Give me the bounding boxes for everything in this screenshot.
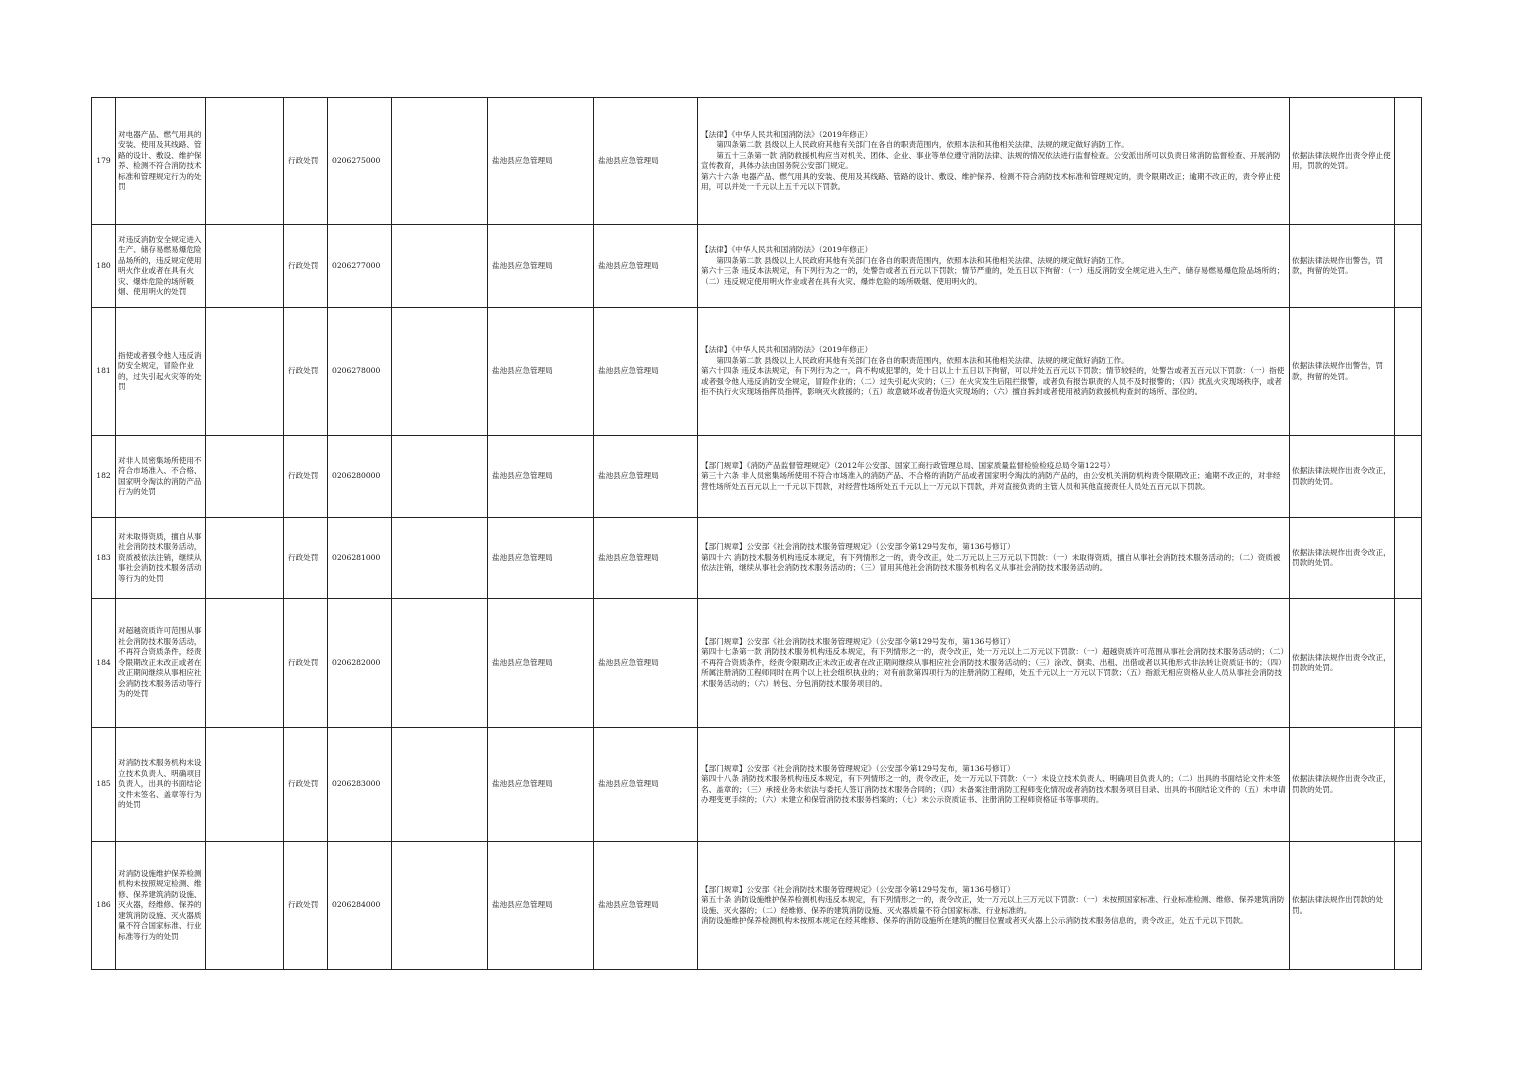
- item-name: 对超越资质许可范围从事社会消防技术服务活动，不再符合资质条件，经责令限期改正未改正或者在改正期间继续从事相应社会消防技术服务活动等行为的处罚: [116, 599, 206, 728]
- legal-basis: [698, 599, 1290, 728]
- remarks-cell: [1395, 518, 1422, 599]
- row-number: 185: [92, 728, 116, 842]
- item-type: 行政处罚: [284, 518, 328, 599]
- legal-basis-line: 第四条第二款 县级以上人民政府其他有关部门在各自的职责范围内，依照本法和其他相关法律、法规的规定做好消防工作。: [716, 255, 1129, 265]
- legal-basis-line: 第五十条 消防设施维护保养检测机构违反本规定，有下列情形之一的，责令改正，处一万元以上三万元以下罚款：（一）未按照国家标准、行业标准检测、维修、保养建筑消防设施、灭火器的；（二）经维修、保养的建筑消防设施、灭火器质量不符合国家标准、行业标准的。: [701, 895, 1285, 915]
- legal-basis-line: 【部门规章】公安部《社会消防技术服务管理规定》（公安部令第129号发布，第136号修订）: [701, 763, 1015, 773]
- legal-basis: [698, 728, 1290, 842]
- responsibility: 依据法律法规作出责令改正，罚款的处罚。: [1290, 518, 1395, 599]
- legal-basis-line: 第六十三条 违反本法规定，有下列行为之一的，处警告或者五百元以下罚款；情节严重的，处五日以下拘留：（一）违反消防安全规定进入生产、储存易燃易爆危险品场所的；（二）违反规定使用明火作业或者在具有火灾、爆炸危险的场所吸烟、使用明火的。: [701, 266, 1285, 286]
- table-row: [92, 728, 1422, 842]
- item-code: 0206284000: [328, 842, 392, 970]
- empty-cell: [206, 225, 284, 308]
- legal-basis-line: 【部门规章】公安部《社会消防技术服务管理规定》（公安部令第129号发布，第136号修订）: [701, 636, 1015, 646]
- responsibility: 依据法律法规作出警告，罚 款，拘留的处罚。: [1290, 225, 1395, 308]
- remarks-cell: [1395, 225, 1422, 308]
- row-number: 184: [92, 599, 116, 728]
- empty-cell: [392, 225, 488, 308]
- implementing-org: 盐池县应急管理局: [594, 308, 698, 436]
- remarks-cell: [1395, 842, 1422, 970]
- legal-basis-line: 【部门规章】公安部《社会消防技术服务管理规定》（公安部令第129号发布，第136号修订）: [701, 884, 1015, 894]
- row-number: 179: [92, 98, 116, 225]
- legal-basis-line: 第四条第二款 县级以上人民政府其他有关部门在各自的职责范围内，依照本法和其他相关法律、法规的规定做好消防工作。: [716, 140, 1129, 149]
- responsible-dept: 盐池县应急管理局: [488, 436, 594, 518]
- implementing-org: 盐池县应急管理局: [594, 728, 698, 842]
- legal-basis-line: 第三十六条 非人员密集场所使用不符合市场准入的消防产品、不合格的消防产品或者国家明令淘汰的消防产品的，由公安机关消防机构责令限期改正；逾期不改正的，对非经营性场所处五百元以上一千元以下罚款，对经营性场所处五千元以上一万元以下罚款，并对直接负责的主管人员和其他直接责任人员处五百元以下罚款。: [701, 471, 1281, 491]
- item-type: 行政处罚: [284, 599, 328, 728]
- responsibility: 依据法律法规作出责令改正，罚款的处罚。: [1290, 599, 1395, 728]
- item-type: 行政处罚: [284, 308, 328, 436]
- item-name: 对消防设施维护保养检测机构未按照规定检测、维修、保养建筑消防设施、灭火器，经维修、保养的建筑消防设施、灭火器质量不符合国家标准、行业标准等行为的处罚: [116, 842, 206, 970]
- item-type: 行政处罚: [284, 98, 328, 225]
- remarks-cell: [1395, 436, 1422, 518]
- responsibility: 依据法律法规作出责令改正，罚款的处罚。: [1290, 436, 1395, 518]
- implementing-org: 盐池县应急管理局: [594, 98, 698, 225]
- responsible-dept: 盐池县应急管理局: [488, 518, 594, 599]
- empty-cell: [206, 436, 284, 518]
- legal-basis: [698, 842, 1290, 970]
- empty-cell: [392, 98, 488, 225]
- table-row: [92, 98, 1422, 225]
- implementing-org: 盐池县应急管理局: [594, 518, 698, 599]
- legal-basis-line: 【法律】《中华人民共和国消防法》（2019年修正）: [701, 345, 873, 355]
- legal-basis-line: 第四十六 消防技术服务机构违反本规定，有下列情形之一的，责令改正，处二万元以上三万元以下罚款：（一）未取得资质，擅自从事社会消防技术服务活动的；（二）资质被依法注销，继续从事社会消防技术服务活动的；（三）冒用其他社会消防技术服务机构名义从事社会消防技术服务活动的。: [701, 552, 1281, 573]
- responsible-dept: 盐池县应急管理局: [488, 225, 594, 308]
- legal-basis-line: 【法律】《中华人民共和国消防法》（2019年修正）: [701, 129, 873, 139]
- empty-cell: [206, 308, 284, 436]
- item-name: 对违反消防安全规定进入生产、储存易燃易爆危险品场所的，违反规定使用明火作业或者在具有火灾、爆炸危险的场所吸烟、使用明火的处罚: [116, 225, 206, 308]
- responsibility: 依据法律法规作出责令停止使用，罚款的处罚。: [1290, 98, 1395, 225]
- implementing-org: 盐池县应急管理局: [594, 225, 698, 308]
- legal-basis-line: 第四条第二款 县级以上人民政府其他有关部门在各自的职责范围内，依照本法和其他相关法律、法规的规定做好消防工作。: [716, 355, 1129, 365]
- table-row: [92, 436, 1422, 518]
- item-code: 0206282000: [328, 599, 392, 728]
- item-name: 指使或者强令他人违反消防安全规定，冒险作业的，过失引起火灾等的处罚: [116, 308, 206, 436]
- item-type: 行政处罚: [284, 728, 328, 842]
- item-name: 对非人员密集场所使用不符合市场准入、不合格、国家明令淘汰的消防产品行为的处罚: [116, 436, 206, 518]
- table-row: [92, 842, 1422, 970]
- row-number: 183: [92, 518, 116, 599]
- empty-cell: [392, 436, 488, 518]
- row-number: 180: [92, 225, 116, 308]
- legal-basis-line: 第四十七条第一款 消防技术服务机构违反本规定，有下列情形之一的，责令改正，处一万元以上二万元以下罚款：（一）超越资质许可范围从事社会消防技术服务活动的；（二）不再符合资质条件，经责令限期改正未改正或者在改正期间继续从事相应社会消防技术服务活动的；（三）涂改、倒卖、出租、出借或者以其他形式非法转让资质证书的；（四）所属注册消防工程师同时在两个以上社会组织执业的；对有前款第四项行为的注册消防工程师，处五千元以上一万元以下罚款；（五）指派无相应资格从业人员从事社会消防技术服务活动的；（六）转包、分包消防技术服务项目的。: [701, 647, 1286, 688]
- responsibility: 依据法律法规作出罚款的处罚。: [1290, 842, 1395, 970]
- legal-basis-line: 【部门规章】公安部《社会消防技术服务管理规定》（公安部令第129号发布，第136号修订）: [701, 542, 1015, 552]
- responsibility: 依据法律法规作出警告，罚 款，拘留的处罚。: [1290, 308, 1395, 436]
- empty-cell: [206, 842, 284, 970]
- empty-cell: [392, 518, 488, 599]
- legal-basis: [698, 225, 1290, 308]
- legal-basis: [698, 436, 1290, 518]
- item-code: 0206283000: [328, 728, 392, 842]
- remarks-cell: [1395, 599, 1422, 728]
- table-row: [92, 225, 1422, 308]
- empty-cell: [392, 599, 488, 728]
- responsibility: 依据法律法规作出责令改正，罚款的处罚。: [1290, 728, 1395, 842]
- empty-cell: [206, 518, 284, 599]
- item-code: 0206278000: [328, 308, 392, 436]
- responsible-dept: 盐池县应急管理局: [488, 842, 594, 970]
- table-row: [92, 308, 1422, 436]
- item-name: 对消防技术服务机构未设立技术负责人、明确项目负责人，出具的书面结论文件未签名、盖章等行为的处罚: [116, 728, 206, 842]
- item-code: 0206275000: [328, 98, 392, 225]
- remarks-cell: [1395, 728, 1422, 842]
- legal-basis-line: 【法律】《中华人民共和国消防法》（2019年修正）: [701, 245, 873, 254]
- item-name: 对未取得资质，擅自从事社会消防技术服务活动，资质被依法注销，继续从事社会消防技术服务活动等行为的处罚: [116, 518, 206, 599]
- empty-cell: [206, 98, 284, 225]
- legal-basis: [698, 308, 1290, 436]
- legal-basis-line: 第六十六条 电器产品、燃气用具的安装、使用及其线路、管路的设计、敷设、维护保养、检测不符合消防技术标准和管理规定的，责令限期改正；逾期不改正的，责令停止使用，可以并处一千元以上五千元以下罚款。: [701, 171, 1281, 191]
- responsible-dept: 盐池县应急管理局: [488, 308, 594, 436]
- implementing-org: 盐池县应急管理局: [594, 436, 698, 518]
- legal-basis: [698, 98, 1290, 225]
- row-number: 186: [92, 842, 116, 970]
- item-code: 0206277000: [328, 225, 392, 308]
- legal-basis: [698, 518, 1290, 599]
- legal-basis-line: 第五十三条第一款 消防救援机构应当对机关、团体、企业、事业等单位遵守消防法律、法规的情况依法进行监督检查。公安派出所可以负责日常消防监督检查、开展消防宣传教育，具体办法由国务院公安部门规定。: [701, 150, 1281, 170]
- legal-basis-line: 【部门规章】《消防产品监督管理规定》（2012年公安部、国家工商行政管理总局、国家质量监督检验检疫总局令第122号）: [701, 460, 1115, 470]
- empty-cell: [392, 728, 488, 842]
- empty-cell: [206, 599, 284, 728]
- item-name: 对电器产品、燃气用具的安装、使用及其线路、管路的设计、敷设、维护保养、检测不符合消防技术标准和管理规定行为的处罚: [116, 98, 206, 225]
- implementing-org: 盐池县应急管理局: [594, 599, 698, 728]
- remarks-cell: [1395, 98, 1422, 225]
- remarks-cell: [1395, 308, 1422, 436]
- table-row: [92, 599, 1422, 728]
- responsible-dept: 盐池县应急管理局: [488, 599, 594, 728]
- row-number: 182: [92, 436, 116, 518]
- item-code: 0206281000: [328, 518, 392, 599]
- responsible-dept: 盐池县应急管理局: [488, 98, 594, 225]
- item-type: 行政处罚: [284, 842, 328, 970]
- empty-cell: [392, 842, 488, 970]
- legal-basis-line: 第六十四条 违反本法规定，有下列行为之一，尚不构成犯罪的，处十日以上十五日以下拘留，可以并处五百元以下罚款；情节较轻的，处警告或者五百元以下罚款：（一）指使或者强令他人违反消防安全规定，冒险作业的；（二）过失引起火灾的；（三）在火灾发生后阻拦报警，或者负有报告职责的人员不及时报警的；（四）扰乱火灾现场秩序，或者拒不执行火灾现场指挥员指挥，影响灭火救援的；（五）故意破坏或者伪造火灾现场的；（六）擅自拆封或者使用被消防救援机构查封的场所、部位的。: [701, 366, 1285, 397]
- responsible-dept: 盐池县应急管理局: [488, 728, 594, 842]
- legal-basis-line: 消防设施维护保养检测机构未按照本规定在经其维修、保养的消防设施所在建筑的醒目位置或者灭火器上公示消防技术服务信息的，责令改正，处五千元以下罚款。: [701, 916, 1248, 925]
- item-type: 行政处罚: [284, 225, 328, 308]
- empty-cell: [206, 728, 284, 842]
- power-list-table: [91, 97, 1422, 970]
- item-type: 行政处罚: [284, 436, 328, 518]
- row-number: 181: [92, 308, 116, 436]
- table-row: [92, 518, 1422, 599]
- item-code: 0206280000: [328, 436, 392, 518]
- implementing-org: 盐池县应急管理局: [594, 842, 698, 970]
- empty-cell: [392, 308, 488, 436]
- legal-basis-line: 第四十八条 消防技术服务机构违反本规定，有下列情形之一的，责令改正，处一万元以下罚款：（一）未设立技术负责人、明确项目负责人的；（二）出具的书面结论文件未签名、盖章的；（三）承接业务未依法与委托人签订消防技术服务合同的；（四）未备案注册消防工程师变化情况或者消防技术服务项目目录、出具的书面结论文件的（五）未申请办理变更手续的；（六）未建立和保管消防技术服务档案的；（七）未公示资质证书、注册消防工程师资格证书等事项的。: [701, 774, 1286, 804]
